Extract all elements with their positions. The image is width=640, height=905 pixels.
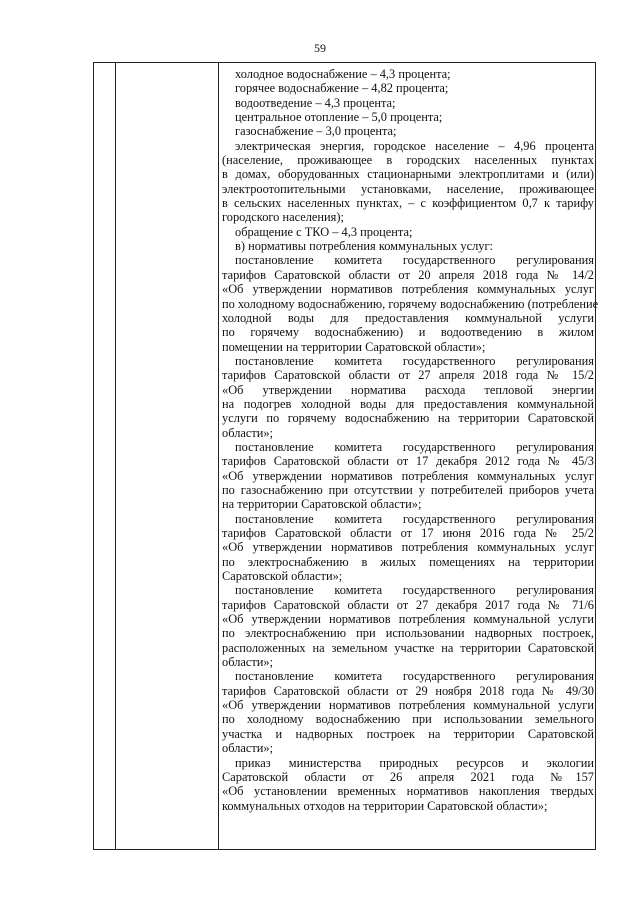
paragraph bbox=[222, 81, 594, 95]
paragraph bbox=[222, 354, 594, 440]
text-line: «Об утверждении нормативов потребления коммунальной услуги bbox=[222, 698, 594, 713]
text-line: области»; bbox=[222, 425, 274, 440]
paragraph bbox=[222, 669, 594, 755]
paragraph bbox=[222, 583, 594, 669]
text-line: «Об утверждении нормативов потребления коммунальной услуги bbox=[222, 612, 594, 627]
text-line: водоотведение – 4,3 процента; bbox=[235, 95, 396, 110]
text-line: постановление комитета государственного регулирования bbox=[235, 353, 594, 368]
text-line: на подогрев холодной воды для предоставления коммунальной bbox=[222, 396, 594, 411]
text-line: «Об утверждении норматива расхода тепловой энергии bbox=[222, 382, 594, 397]
text-line: постановление комитета государственного регулирования bbox=[235, 511, 594, 526]
text-line: области»; bbox=[222, 655, 274, 670]
document-table bbox=[93, 62, 599, 850]
page-number: 59 bbox=[314, 41, 326, 55]
text-line: постановление комитета государственного регулирования bbox=[235, 583, 594, 598]
paragraph bbox=[222, 139, 594, 225]
paragraph bbox=[222, 253, 599, 354]
text-line: городского населения); bbox=[222, 210, 344, 225]
text-line: «Об утверждении нормативов потребления коммунальных услуг bbox=[222, 468, 594, 483]
text-line: Саратовской области»; bbox=[222, 569, 343, 584]
paragraph bbox=[222, 67, 594, 81]
text-line: в домах, оборудованных стационарными электроплитами и (или) bbox=[222, 167, 594, 182]
text-line: тарифов Саратовской области от 27 апреля 2018 года № 15/2 bbox=[222, 368, 594, 383]
text-line: холодной воды для предоставления коммунальной услуги bbox=[222, 310, 594, 325]
paragraph bbox=[222, 756, 594, 813]
text-line: в) нормативы потребления коммунальных услуг: bbox=[235, 239, 493, 254]
paragraph bbox=[222, 96, 594, 110]
text-line: по холодному водоснабжению, горячему водоснабжению (потребление bbox=[222, 296, 599, 311]
text-line: постановление комитета государственного регулирования bbox=[235, 439, 594, 454]
column-divider bbox=[115, 63, 116, 849]
paragraph bbox=[222, 512, 594, 584]
text-line: по электроснабжению при использовании надворных построек, bbox=[222, 626, 594, 641]
text-line: в сельских населенных пунктах, – с коэффициентом 0,7 к тарифу bbox=[222, 196, 594, 211]
text-line: услуги по горячему водоснабжению на территории Саратовской bbox=[222, 411, 594, 426]
text-line: по холодному водоснабжению при использовании земельного bbox=[222, 712, 594, 727]
text-line: тарифов Саратовской области от 17 июня 2016 года № 25/2 bbox=[222, 526, 594, 540]
text-line: тарифов Саратовской области от 20 апреля 2018 года № 14/2 bbox=[222, 267, 594, 282]
text-line: участка и надворных построек на территории Саратовской bbox=[222, 726, 594, 741]
text-line: тарифов Саратовской области от 29 ноября 2018 года № 49/30 bbox=[222, 683, 594, 698]
text-line: «Об утверждении нормативов потребления коммунальных услуг bbox=[222, 540, 594, 555]
text-line: по горячему водоснабжению) и водоотведению в жилом bbox=[222, 325, 594, 340]
paragraph bbox=[222, 110, 594, 124]
paragraph bbox=[222, 225, 594, 239]
text-line: тарифов Саратовской области от 17 декабря 2012 года № 45/3 bbox=[222, 454, 594, 469]
text-line: области»; bbox=[222, 741, 274, 756]
text-line: тарифов Саратовской области от 27 декабря 2017 года № 71/6 bbox=[222, 597, 594, 612]
text-line: электроотопительными установками, население, проживающее bbox=[222, 181, 594, 196]
text-line: приказ министерства природных ресурсов и экологии bbox=[235, 755, 594, 770]
text-line: обращение с ТКО – 4,3 процента; bbox=[235, 224, 413, 239]
text-line: коммунальных отходов на территории Саратовской области»; bbox=[222, 798, 548, 813]
paragraph bbox=[222, 124, 594, 138]
text-line: помещении на территории Саратовской области»; bbox=[222, 339, 486, 354]
text-line: «Об установлении временных нормативов накопления твердых bbox=[222, 784, 594, 799]
text-line: (население, проживающее в городских населенных пунктах bbox=[222, 153, 594, 168]
text-line: расположенных на земельном участке на территории Саратовской bbox=[222, 640, 594, 655]
text-line: газоснабжение – 3,0 процента; bbox=[235, 124, 397, 139]
text-line: постановление комитета государственного регулирования bbox=[235, 669, 594, 684]
text-line: горячее водоснабжение – 4,82 процента; bbox=[235, 81, 449, 96]
paragraph bbox=[222, 440, 594, 512]
text-line: по электроснабжению в жилых помещениях на территории bbox=[222, 554, 594, 569]
column-divider bbox=[218, 63, 219, 849]
text-line: «Об утверждении нормативов потребления коммунальных услуг bbox=[222, 282, 594, 297]
text-line: постановление комитета государственного регулирования bbox=[235, 253, 594, 268]
text-line: центральное отопление – 5,0 процента; bbox=[235, 110, 443, 125]
text-cell bbox=[222, 67, 599, 813]
paragraph bbox=[222, 239, 594, 253]
text-line: Саратовской области от 26 апреля 2021 года №157 bbox=[222, 769, 594, 784]
text-line: холодное водоснабжение – 4,3 процента; bbox=[235, 67, 451, 81]
text-line: по газоснабжению при отсутствии у потребителей приборов учета bbox=[222, 482, 594, 497]
text-line: на территории Саратовской области»; bbox=[222, 497, 422, 512]
text-line: электрическая энергия, городское население – 4,96 процента bbox=[235, 138, 594, 153]
